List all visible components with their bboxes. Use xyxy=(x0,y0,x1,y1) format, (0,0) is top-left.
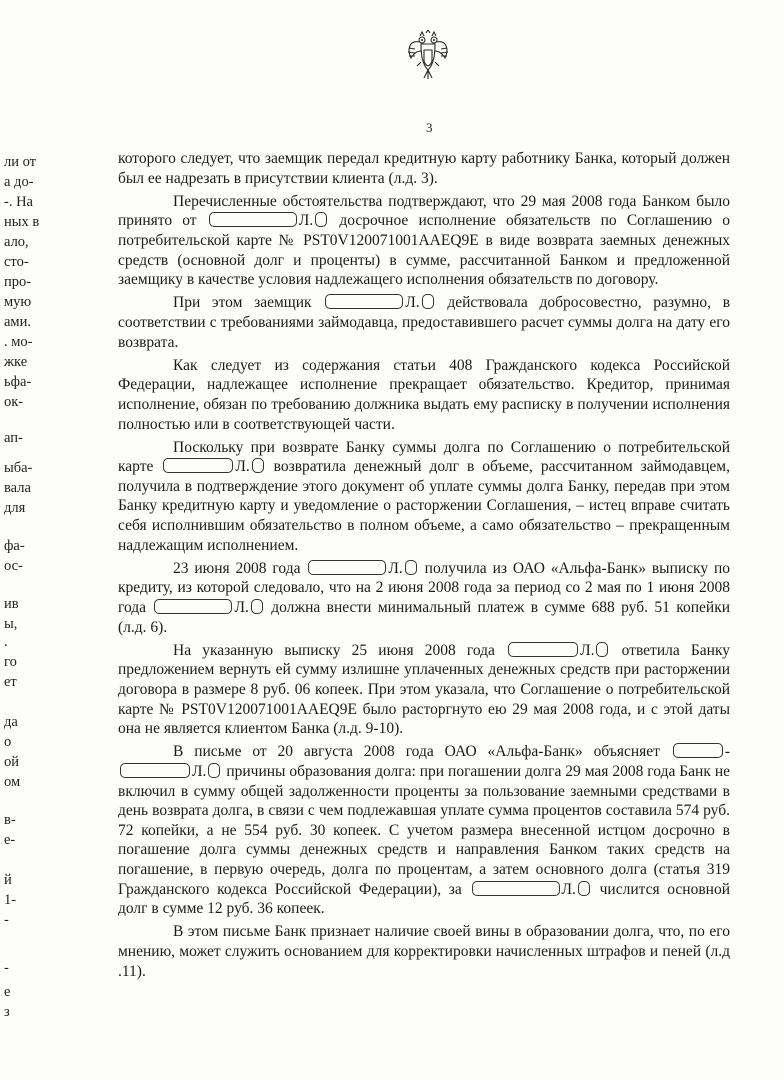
redacted-initial xyxy=(596,642,608,657)
margin-fragment: ой xyxy=(4,754,20,770)
margin-fragment: й xyxy=(4,872,12,888)
margin-fragment: про- xyxy=(4,274,32,290)
margin-fragment: о xyxy=(4,734,12,750)
text-segment: Л. xyxy=(561,880,576,898)
redacted-name xyxy=(673,743,723,758)
margin-fragment: ив xyxy=(4,596,19,612)
margin-fragment: ом xyxy=(4,774,21,790)
margin-fragment: ок- xyxy=(4,394,24,410)
margin-fragment: ами. xyxy=(4,314,31,330)
paragraph-9 xyxy=(118,922,730,981)
redacted-initial xyxy=(208,763,220,778)
text-segment: Л. xyxy=(580,641,595,659)
redacted-initial xyxy=(578,881,590,896)
paragraph-7 xyxy=(118,641,730,739)
margin-fragment: алo, xyxy=(4,234,29,250)
redacted-name xyxy=(163,458,233,473)
margin-fragment: ыба- xyxy=(4,460,33,476)
redacted-name xyxy=(325,294,403,309)
text-segment: ответила Банку предложением вернуть ей сумму излишне уплаченных денежных средств при расторжении договора в размере 8 руб. 06 копеек. При этом указала, что Соглашение о потребительской карте № PST0V120071001AAEQ9E было расторгнуто ею 29 мая 2008 года, и с этой даты она не является клиентом Банка (л.д. 9-10). xyxy=(118,641,731,738)
redacted-name xyxy=(508,642,578,657)
text-segment: Л. xyxy=(235,458,250,476)
margin-fragment: а до- xyxy=(4,174,34,190)
page-number: 3 xyxy=(426,120,433,135)
redacted-name xyxy=(308,560,386,575)
redacted-initial xyxy=(252,458,264,473)
text-segment: - xyxy=(724,743,731,761)
margin-fragment: - xyxy=(4,960,9,976)
margin-fragment: ос- xyxy=(4,558,23,574)
margin-fragment: 1- xyxy=(4,892,17,908)
margin-fragment: мую xyxy=(4,294,32,310)
paragraph-8 xyxy=(118,742,730,918)
paragraph-2 xyxy=(118,192,730,290)
paragraph-1 xyxy=(118,149,730,188)
redacted-name xyxy=(154,599,232,614)
text-segment: На указанную выписку 25 июня 2008 года xyxy=(173,641,495,659)
text-segment: Л. xyxy=(405,294,420,312)
redacted-initial xyxy=(315,212,327,227)
text-segment: В этом письме Банк признает наличие своей вины в образовании долга, что, по его мнению, может служить основанием для корректировки начисленных штрафов и пеней (л.д .11). xyxy=(118,923,730,980)
margin-fragment: жке xyxy=(4,354,28,370)
text-segment: действовала добросовестно, разумно, в соответствии с требованиями займодавца, предоставившего расчет суммы долга на дату его возврата. xyxy=(118,294,731,351)
margin-fragment: фа- xyxy=(4,538,25,554)
coat-of-arms-emblem xyxy=(405,30,451,80)
text-segment: досрочное исполнение обязательств по Соглашению о потребительской карте № PST0V120071001AAEQ9E в виде возврата заемных денежных средств (основной долг и проценты) в сумме, рассчитанной Банком и предложенной заемщику в качестве условия надлежащего исполнения обязательств по договору. xyxy=(118,212,731,289)
redacted-name xyxy=(209,212,297,227)
left-margin-fragments xyxy=(0,140,46,1080)
text-segment: Л. xyxy=(192,762,207,780)
text-segment: должна внести минимальный платеж в сумме 688 руб. 51 копейки (л.д. 6). xyxy=(118,599,731,636)
margin-fragment: ап- xyxy=(4,430,23,446)
margin-fragment: ли от xyxy=(4,154,37,170)
margin-fragment: ы, xyxy=(4,616,18,632)
text-segment: Л. xyxy=(234,599,249,617)
redacted-initial xyxy=(422,294,434,309)
margin-fragment: ных в xyxy=(4,214,40,230)
margin-fragment: сто- xyxy=(4,254,29,270)
margin-fragment: -. На xyxy=(4,194,33,210)
text-segment: Л. xyxy=(298,212,314,230)
text-segment: Поскольку при возврате Банку суммы долга по Соглашению о потребительской карте xyxy=(118,438,730,476)
text-segment: числится основной долг в сумме 12 руб. 36 копеек. xyxy=(118,880,730,918)
margin-fragment: - xyxy=(4,912,9,928)
margin-fragment: е- xyxy=(4,832,16,848)
margin-fragment: е xyxy=(4,984,11,1000)
margin-fragment: вала xyxy=(4,480,31,496)
text-segment: получила из ОАО «Альфа-Банк» выписку по кредиту, из которой следовало, что на 2 июня 2008 года за период со 2 мая по 1 июня 2008 года xyxy=(118,559,731,617)
paragraph-4 xyxy=(118,356,730,434)
paragraph-6 xyxy=(118,559,730,637)
text-segment: В письме от 20 августа 2008 года ОАО «Альфа-Банк» объясняет xyxy=(173,743,660,761)
margin-fragment: з xyxy=(4,1004,10,1020)
text-segment: 23 июня 2008 года xyxy=(173,559,301,577)
redacted-initial xyxy=(405,560,417,575)
margin-fragment: ет xyxy=(4,674,17,690)
document-body xyxy=(118,149,730,985)
margin-fragment: в- xyxy=(4,812,16,828)
margin-fragment: . мо- xyxy=(4,334,33,350)
text-segment: При этом заемщик xyxy=(173,294,312,312)
redacted-name xyxy=(472,881,560,896)
margin-fragment: го xyxy=(4,654,17,670)
redacted-initial xyxy=(251,599,263,614)
text-segment: Перечисленные обстоятельства подтверждают, что 29 мая 2008 года Банком было принято от xyxy=(118,192,730,230)
margin-fragment: ьфа- xyxy=(4,374,32,390)
text-segment: Л. xyxy=(388,559,403,577)
text-segment: возвратила денежный долг в объеме, рассчитанном займодавцем, получила в подтверждение этого документ об уплате суммы долга Банку, передав при этом Банку кредитную карту и уведомление о расторжении Соглашения, – истец вправе считать себя исполнившим обязательство в полном объеме, а само обязательство – прекращенным надлежащим исполнением. xyxy=(118,458,730,554)
paragraph-3 xyxy=(118,293,730,352)
margin-fragment: да xyxy=(4,714,18,730)
redacted-name xyxy=(120,763,190,778)
text-segment: Как следует из содержания статьи 408 Гражданского кодекса Российской Федерации, надлежащее исполнение прекращает обязательство. Кредитор, принимая исполнение, обязан по требованию должника выдать ему расписку в получении исполнения полностью или в соответствующей части. xyxy=(118,356,730,433)
text-segment: причины образования долга: при погашении долга 29 мая 2008 года Банк не включил в сумму общей задолженности проценты за пользование заемными средствами в день возврата долга, в связи с чем подлежавшая уплате сумма процентов составила 574 руб. 72 копейки, а не 554 руб. 30 копеек. С учетом размера внесенной истцом досрочно в погашение долга суммы денежных средств и направления Банком таких средств на погашение, в первую очередь, долга по процентам, а затем основного долга (статья 319 Гражданского кодекса Российской Федерации), за xyxy=(118,762,730,898)
margin-fragment: . xyxy=(4,634,8,650)
margin-fragment: для xyxy=(4,500,26,516)
text-segment: которого следует, что заемщик передал кредитную карту работнику Банка, который должен был ее надрезать в присутствии клиента (л.д. 3). xyxy=(118,150,730,187)
paragraph-5 xyxy=(118,438,730,556)
